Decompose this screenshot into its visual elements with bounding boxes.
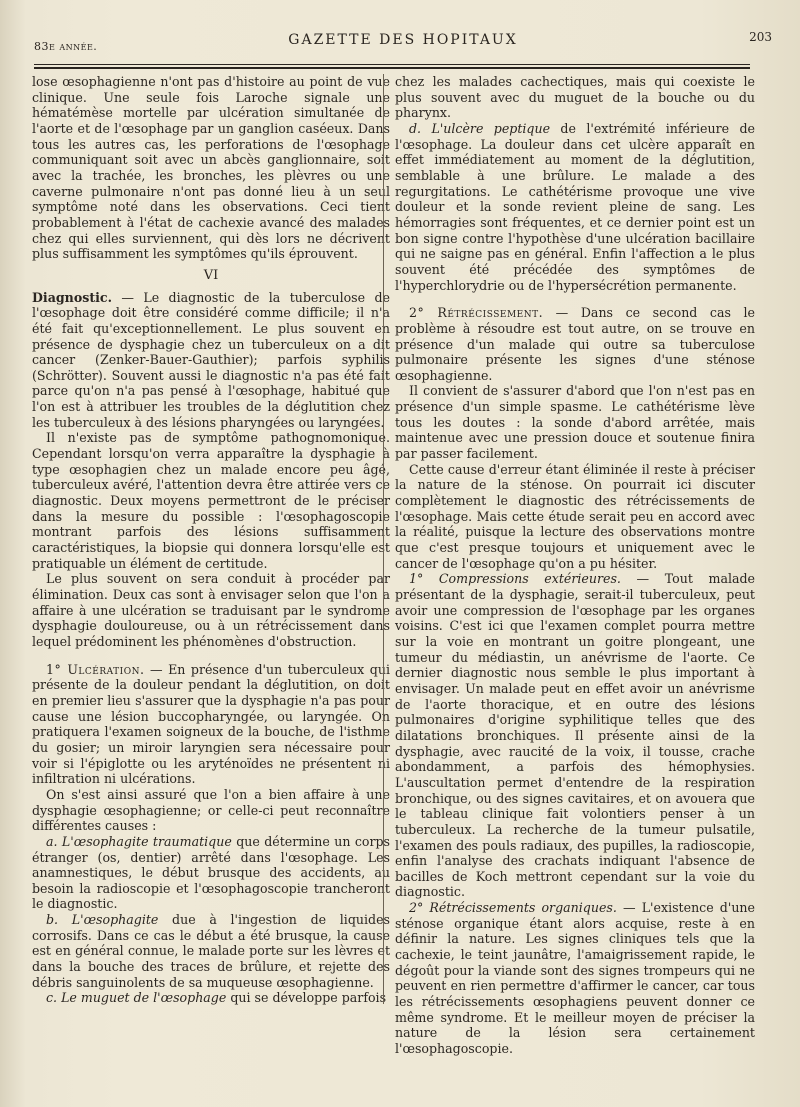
paragraph: b. L'œsophagite due à l'ingestion de liquides corrosifs. Dans ce cas le début a été brusque, la cause est en général connue, le malade porte sur les lèvres et dans la bouche des traces de brûlure, et rejette des débris sanguinolents de sa muqueuse œsophagienne. bbox=[32, 912, 390, 990]
paragraph: lose œsophagienne n'ont pas d'histoire au point de vue clinique. Une seule fois Laroche signale une hématémèse mortelle par ulcération simultanée de l'aorte et de l'œsophage par un ganglion caséeux. Dans tous les autres cas, les perforations de l'œsophage communiquant soit avec un abcès ganglionnaire, soit avec la trachée, les bronches, les plèvres ou une caverne pulmonaire n'ont pas donné lieu à un seul symptôme noté dans les observations. Ceci tient probablement à l'état de cachexie avancé des malades chez qui elles surviennent, qui dès lors ne décrivent plus suffisamment les symptômes qu'ils éprouvent. bbox=[32, 74, 390, 262]
paragraph: chez les malades cachectiques, mais qui coexiste le plus souvent avec du muguet de la bouche ou du pharynx. bbox=[395, 74, 755, 121]
paragraph: a. L'œsophagite traumatique que détermine un corps étranger (os, dentier) arrêté dans l'œsophage. Les anamnestiques, le début brusque des accidents, au besoin la radioscopie et l'œsophagoscopie trancheront le diagnostic. bbox=[32, 833, 391, 912]
page-header bbox=[34, 28, 772, 62]
subheading: 1° Ulcération. bbox=[46, 661, 145, 677]
section-number: VI bbox=[203, 267, 219, 283]
left-column bbox=[32, 74, 390, 1006]
section-heading: Diagnostic. bbox=[32, 289, 112, 305]
paragraph: 1° Compressions extérieures. — Tout malade présentant de la dysphagie, serait-il tuberculeux, peut avoir une compression de l'œsophage par les organes voisins. C'est ici que l'examen complet pourra mettre sur la voie en montrant un goitre plongeant, une tumeur du médiastin, un anévrisme de l'aorte. Ce dernier diagnostic nous semble le plus important à envisager. Un malade peut en effet avoir un anévrisme de l'aorte thoracique, et en outre des lésions pulmonaires d'origine syphilitique telles que des dilatations bronchiques. Il présente ainsi de la dysphagie, avec raucité de la voix, il tousse, crache abondamment, a parfois des hémophysies. L'auscultation permet d'entendre de la respiration bronchique, ou des signes cavitaires, et on avouera que le tableau clinique fait volontiers penser à un tuberculeux. La recherche de la tumeur pulsatile, l'examen des pouls radiaux, des pupilles, la radioscopie, enfin l'analyse des crachats indiquant l'absence de bacilles de Koch mettront cependant sur la voie du diagnostic. bbox=[395, 571, 755, 900]
paragraph: 1° Ulcération. — En présence d'un tuberculeux qui présente de la douleur pendant la déglutition, on doit en premier lieu s'assurer que la dysphagie n'a pas pour cause une lésion buccopharyngée, ou laryngée. On pratiquera l'examen soigneux de la bouche, de l'isthme du gosier; un miroir laryngien sera nécessaire pour voir si l'épiglotte ou les aryténoïdes ne présentent ni infiltration ni ulcérations. bbox=[32, 661, 390, 787]
paragraph: d. L'ulcère peptique de l'extrémité inférieure de l'œsophage. La douleur dans cet ulcère apparaît en effet immédiatement au moment de la déglutition, semblable à une brûlure. Le malade a des regurgitations. Le cathétérisme provoque une vive douleur et la sonde revient pleine de sang. Les hémorragies sont fréquentes, et ce dernier point est un bon signe contre l'hypothèse d'une ulcération bacillaire qui ne saigne pas en général. Enfin l'affection a le plus souvent été précédée des symptômes de l'hyperchlorydrie ou de l'hypersécrétion permanente. bbox=[395, 120, 755, 293]
column-divider bbox=[383, 74, 384, 1004]
paragraph: Il n'existe pas de symptôme pathognomonique. Cependant lorsqu'on verra apparaître la dysphagie à type œsophagien chez un malade encore peu âgé, tuberculeux avéré, l'attention devra être attirée vers ce diagnostic. Deux moyens permettront de le préciser dans la mesure du possible : l'œsophagoscopie montrant parfois des lésions suffisamment caractéristiques, la biopsie qui donnera lorsqu'elle est pratiquable un élément de certitude. bbox=[32, 430, 390, 571]
paragraph: On s'est ainsi assuré que l'on a bien affaire à une dysphagie œsophagienne; or celle-ci peut reconnaître différentes causes : bbox=[32, 786, 390, 834]
year-label: 83e année. bbox=[34, 40, 98, 53]
journal-title: GAZETTE DES HOPITAUX bbox=[288, 32, 518, 48]
header-rule-thick bbox=[34, 67, 750, 69]
header-rule-thin bbox=[34, 64, 750, 65]
paragraph: Il convient de s'assurer d'abord que l'on n'est pas en présence d'un simple spasme. Le cathétérisme lève tous les doutes : la sonde d'abord arrêtée, mais maintenue avec une pression douce et soutenue finira par passer facilement. bbox=[395, 383, 755, 462]
paragraph: Diagnostic. — Le diagnostic de la tuberculose de l'œsophage doit être considéré comme difficile; il n'a été fait qu'exceptionnellement. Le plus souvent en présence de dysphagie chez un tuberculeux on a dit cancer (Zenker-Bauer-Gauthier); parfois syphilis (Schrötter). Souvent aussi le diagnostic n'a pas été fait parce qu'on n'a pas pensé à l'œsophage, habitué que l'on est à attribuer les troubles de la déglutition chez les tuberculeux à des lésions pharyngées ou laryngées. bbox=[32, 289, 390, 430]
subheading: 1° Compressions extérieures. bbox=[409, 571, 621, 587]
paragraph: c. Le muguet de l'œsophage qui se développe parfois bbox=[46, 990, 387, 1006]
subheading: 2° Rétrécissement. bbox=[409, 305, 544, 321]
paragraph: Le plus souvent on sera conduit à procéder par élimination. Deux cas sont à envisager selon que l'on a affaire à une ulcération se traduisant par le syndrome dysphagie douloureuse, ou à un rétrécissement dans lequel prédominent les phénomènes d'obstruction. bbox=[32, 571, 390, 649]
paragraph: 2° Rétrécissement. — Dans ce second cas le problème à résoudre est tout autre, on se trouve en présence d'un malade qui outre sa tuberculose pulmonaire présente les signes d'une sténose œsophagienne. bbox=[395, 305, 755, 383]
right-column bbox=[395, 74, 755, 1057]
paragraph: Cette cause d'erreur étant éliminée il reste à préciser la nature de la sténose. On pourrait ici discuter complètement le diagnostic des rétrécissements de l'œsophage. Mais cette étude serait peu en accord avec la réalité, puisque la lecture des observations montre que c'est presque toujours et uniquement avec le cancer de l'œsophage qu'on a pu hésiter. bbox=[395, 461, 755, 571]
subheading: 2° Rétrécissements organiques. bbox=[409, 900, 617, 916]
paragraph: 2° Rétrécissements organiques. — L'existence d'une sténose organique étant alors acquise, reste à en définir la nature. Les signes cliniques tels que la cachexie, le teint jaunâtre, l'amaigrissement rapide, le dégoût pour la viande sont des signes trompeurs qui ne peuvent en rien permettre d'affirmer le cancer, car tous les rétrécissements œsophagiens peuvent donner ce même syndrome. Et le meilleur moyen de préciser la nature de la lésion sera certainement l'œsophagoscopie. bbox=[395, 900, 755, 1057]
page-number: 203 bbox=[749, 30, 772, 44]
